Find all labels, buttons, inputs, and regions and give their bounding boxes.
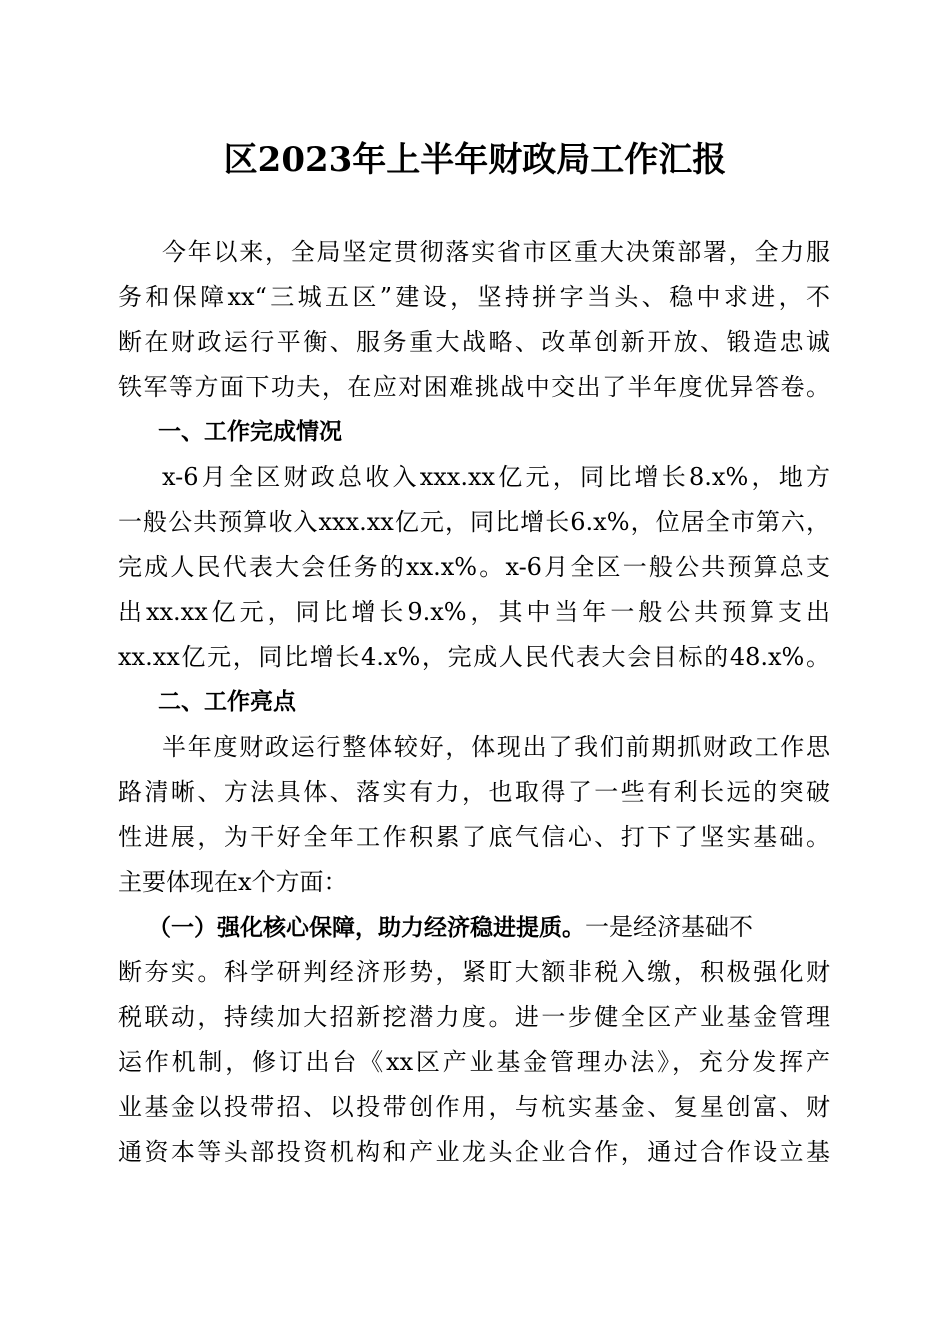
intro-line: 今年以来，全局坚定贯彻落实省市区重大决策部署，全力服 [162,238,830,266]
paragraph-line: 一般公共预算收入xxx.xx亿元，同比增长6.x%，位居全市第六， [118,508,830,536]
paragraph-line: xx.xx亿元，同比增长4.x%，完成人民代表大会目标的48.x%。 [118,643,830,671]
intro-line: 断在财政运行平衡、服务重大战略、改革创新开放、锻造忠诚 [118,328,830,356]
subsection-heading: （一）强化核心保障，助力经济稳进提质。 [148,915,585,941]
paragraph-line: 主要体现在x个方面： [118,868,348,896]
document-body [118,230,830,1175]
paragraph-line: 完成人民代表大会任务的xx.x%。x-6月全区一般公共预算总支 [118,553,830,581]
paragraph-line: 通资本等头部投资机构和产业龙头企业合作，通过合作设立基 [118,1138,830,1166]
subsection-first-line-text: 一是经济基础不 [585,913,753,941]
section-heading: 一、工作完成情况 [158,419,342,445]
paragraph-line: 运作机制，修订出台《xx区产业基金管理办法》，充分发挥产 [118,1048,830,1076]
paragraph-line: x-6月全区财政总收入xxx.xx亿元，同比增长8.x%，地方 [162,463,830,491]
paragraph-line: 半年度财政运行整体较好，体现出了我们前期抓财政工作思 [162,733,830,761]
paragraph-line: 断夯实。科学研判经济形势，紧盯大额非税入缴，积极强化财 [118,958,830,986]
subsection-first-line [118,905,830,950]
section-heading: 二、工作亮点 [158,689,296,715]
paragraph-line: 税联动，持续加大招新挖潜力度。进一步健全区产业基金管理 [118,1003,830,1031]
paragraph-line: 出xx.xx亿元，同比增长9.x%，其中当年一般公共预算支出 [118,598,830,626]
intro-line: 务和保障xx“三城五区”建设，坚持拼字当头、稳中求进，不 [118,283,830,311]
intro-line: 铁军等方面下功夫，在应对困难挑战中交出了半年度优异答卷。 [118,373,830,401]
paragraph-line: 路清晰、方法具体、落实有力，也取得了一些有利长远的突破 [118,778,830,806]
paragraph-line: 业基金以投带招、以投带创作用，与杭实基金、复星创富、财 [118,1093,830,1121]
document-title: 区2023年上半年财政局工作汇报 [223,140,727,180]
paragraph-line: 性进展，为干好全年工作积累了底气信心、打下了坚实基础。 [118,823,830,851]
